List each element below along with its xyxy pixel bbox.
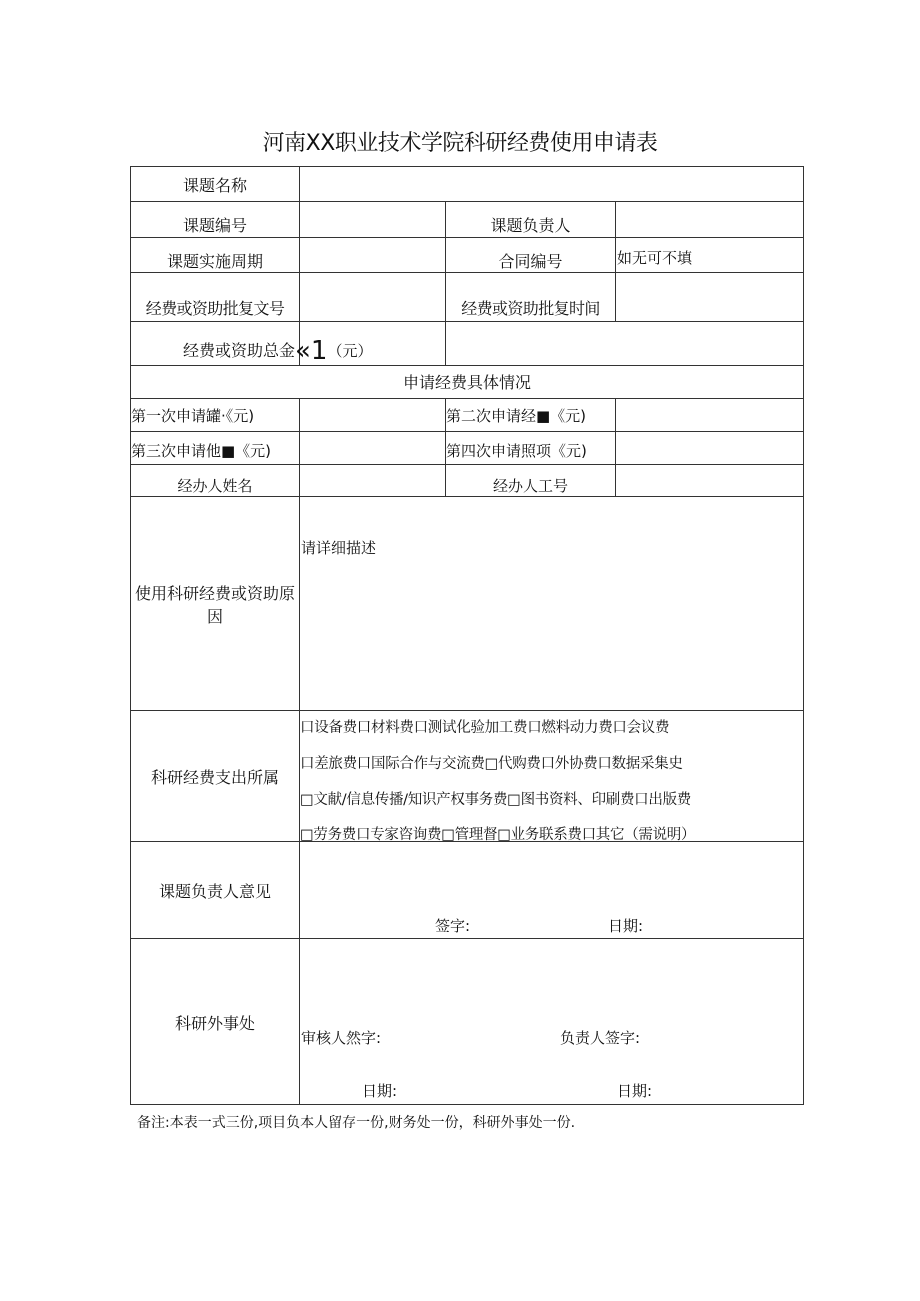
period-field[interactable] bbox=[300, 238, 445, 272]
topic-no-label: 课题编号 bbox=[182, 216, 247, 235]
research-office-label: 科研外事处 bbox=[174, 1014, 255, 1033]
research-office-field[interactable] bbox=[300, 939, 803, 1019]
footnote: 备注:本表一式三份,项目负本人留存一份,财务处一份，科研外事处一份. bbox=[137, 1115, 576, 1131]
handler-id-field[interactable] bbox=[616, 465, 803, 496]
sign-label: 签字: bbox=[435, 917, 471, 935]
leader-sign-label: 负责人签字: bbox=[560, 1029, 641, 1047]
handler-name-label: 经办人姓名 bbox=[177, 477, 253, 495]
leader-opinion-label: 课题负责人意见 bbox=[158, 882, 271, 901]
category-label: 科研经费支出所属 bbox=[150, 768, 279, 787]
contract-no-label: 合同编号 bbox=[498, 252, 563, 271]
approval-doc-label: 经费或资助批复文号 bbox=[145, 299, 285, 318]
leader-opinion-field[interactable] bbox=[300, 842, 803, 902]
leader-date-label: 日期: bbox=[617, 1082, 653, 1100]
reason-label: 使用科研经费或资助原因 bbox=[134, 584, 295, 627]
first-apply-field[interactable] bbox=[300, 399, 445, 431]
approval-time-label: 经费或资助批复时间 bbox=[461, 299, 600, 318]
category-line-2[interactable]: 口差旅费口国际合作与交流费□代购费口外协费口数据采集史 bbox=[300, 756, 683, 772]
approval-doc-field[interactable] bbox=[300, 273, 445, 321]
category-line-4[interactable]: □劳务费口专家咨询费□管理督□业务联系费口其它（需说明） bbox=[300, 827, 696, 843]
second-apply-field[interactable] bbox=[616, 399, 803, 431]
third-apply-field[interactable] bbox=[300, 432, 445, 464]
third-apply-label: 第三次申请他■《元) bbox=[131, 442, 272, 460]
contract-no-field[interactable]: 如无可不填 bbox=[617, 249, 693, 267]
fourth-apply-field[interactable] bbox=[616, 432, 803, 464]
reviewer-date-label: 日期: bbox=[362, 1082, 398, 1100]
first-apply-label: 第一次申请罐·《元) bbox=[131, 407, 255, 425]
second-apply-label: 第二次申请经■《元) bbox=[446, 407, 587, 425]
topic-leader-field[interactable] bbox=[616, 202, 803, 237]
category-line-3[interactable]: □文献/信息传播/知识产权事务费□图书资料、印刷费口出版费 bbox=[300, 792, 691, 808]
total-amount-field[interactable] bbox=[446, 322, 803, 365]
fourth-apply-label: 第四次申请照项《元) bbox=[446, 442, 587, 460]
topic-leader-label: 课题负责人 bbox=[490, 216, 571, 235]
reason-field[interactable]: 请详细描述 bbox=[301, 539, 377, 557]
handler-id-label: 经办人工号 bbox=[492, 477, 568, 495]
topic-no-field[interactable] bbox=[300, 202, 445, 237]
section-header: 申请经费具体情况 bbox=[402, 373, 531, 392]
approval-time-field[interactable] bbox=[616, 273, 803, 321]
topic-name-label: 课题名称 bbox=[182, 176, 247, 195]
topic-name-field[interactable] bbox=[300, 167, 803, 201]
handler-name-field[interactable] bbox=[300, 465, 445, 496]
category-line-1[interactable]: 口设备费口材料费口测试化验加工费口燃料动力费口会议费 bbox=[300, 720, 670, 736]
period-label: 课题实施周期 bbox=[166, 252, 263, 271]
date-label: 日期: bbox=[608, 917, 644, 935]
page-title: 河南XX职业技术学院科研经费使用申请表 bbox=[262, 131, 658, 156]
total-amount-label: 经费或资助总金«1（元） bbox=[183, 336, 373, 366]
reviewer-sign-label: 审核人然字: bbox=[301, 1029, 382, 1047]
